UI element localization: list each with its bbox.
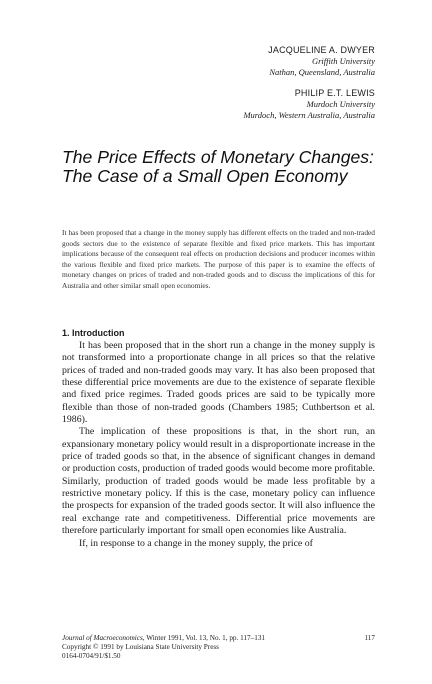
copyright-line: Copyright © 1991 by Louisiana State University Press — [62, 643, 219, 651]
page-footer — [62, 634, 375, 661]
author-block — [62, 44, 375, 78]
page-number: 117 — [364, 634, 375, 642]
section-heading: 1. Introduction — [62, 328, 125, 338]
author-location: Murdoch, Western Australia, Australia — [243, 110, 375, 120]
article-page — [62, 0, 375, 684]
author-name: PHILIP E.T. LEWIS — [294, 88, 375, 98]
body-text — [62, 340, 375, 550]
article-title: The Price Effects of Monetary Changes: The Case of a Small Open Economy — [62, 147, 374, 186]
author-institution: Griffith University — [311, 56, 375, 66]
footer-citation-row — [62, 634, 375, 643]
citation-details: Winter 1991, Vol. 13, No. 1, pp. 117–131 — [144, 634, 266, 642]
author-block — [62, 87, 375, 121]
author-location: Nathan, Queensland, Australia — [269, 67, 375, 77]
author-name: JACQUELINE A. DWYER — [268, 45, 375, 55]
abstract: It has been proposed that a change in the money supply has different effects on the traded and non-traded goods sectors due to the existence of separate flexible and fixed price markets. This has important implications because of the consequent real effects on production decisions and producer incomes within the various flexible and fixed price markets. The purpose of this paper is to examine the effects of monetary changes on prices of traded and non-traded goods and to discuss the implications of this for Australia and other similar small open economies. — [62, 228, 375, 290]
issn-line: 0164-0704/91/$1.50 — [62, 652, 121, 660]
paragraph: The implication of these propositions is that, in the short run, an expansionary monetary policy would result in a disproportionate increase in the price of traded goods so that, in the absence of significant changes in demand or production costs, production of traded goods would become more profitable. Similarly, production of traded goods would be made less profitable by a restrictive monetary policy. If this is the case, monetary policy can influence the prospects for expansion of the traded goods sector. It will also influence the real exchange rate and competitiveness. Differential price movements are therefore particularly important for small open economies like Australia. — [62, 426, 375, 537]
author-list — [62, 44, 375, 121]
journal-citation — [62, 634, 265, 643]
journal-name: Journal of Macroeconomics, — [62, 634, 145, 642]
paragraph: If, in response to a change in the money supply, the price of — [79, 537, 313, 549]
author-institution: Murdoch University — [306, 99, 375, 109]
paragraph: It has been proposed that in the short run a change in the money supply is not transformed into a proportionate change in all prices so that the relative prices of traded and non-traded goods may vary. It has also been proposed that these differential price movements are due to the existence of separate flexible and fixed price regimes. Traded goods prices are said to be typically more flexible than those of non-traded goods (Chambers 1985; Cuthbertson et al. 1986). — [62, 340, 375, 426]
